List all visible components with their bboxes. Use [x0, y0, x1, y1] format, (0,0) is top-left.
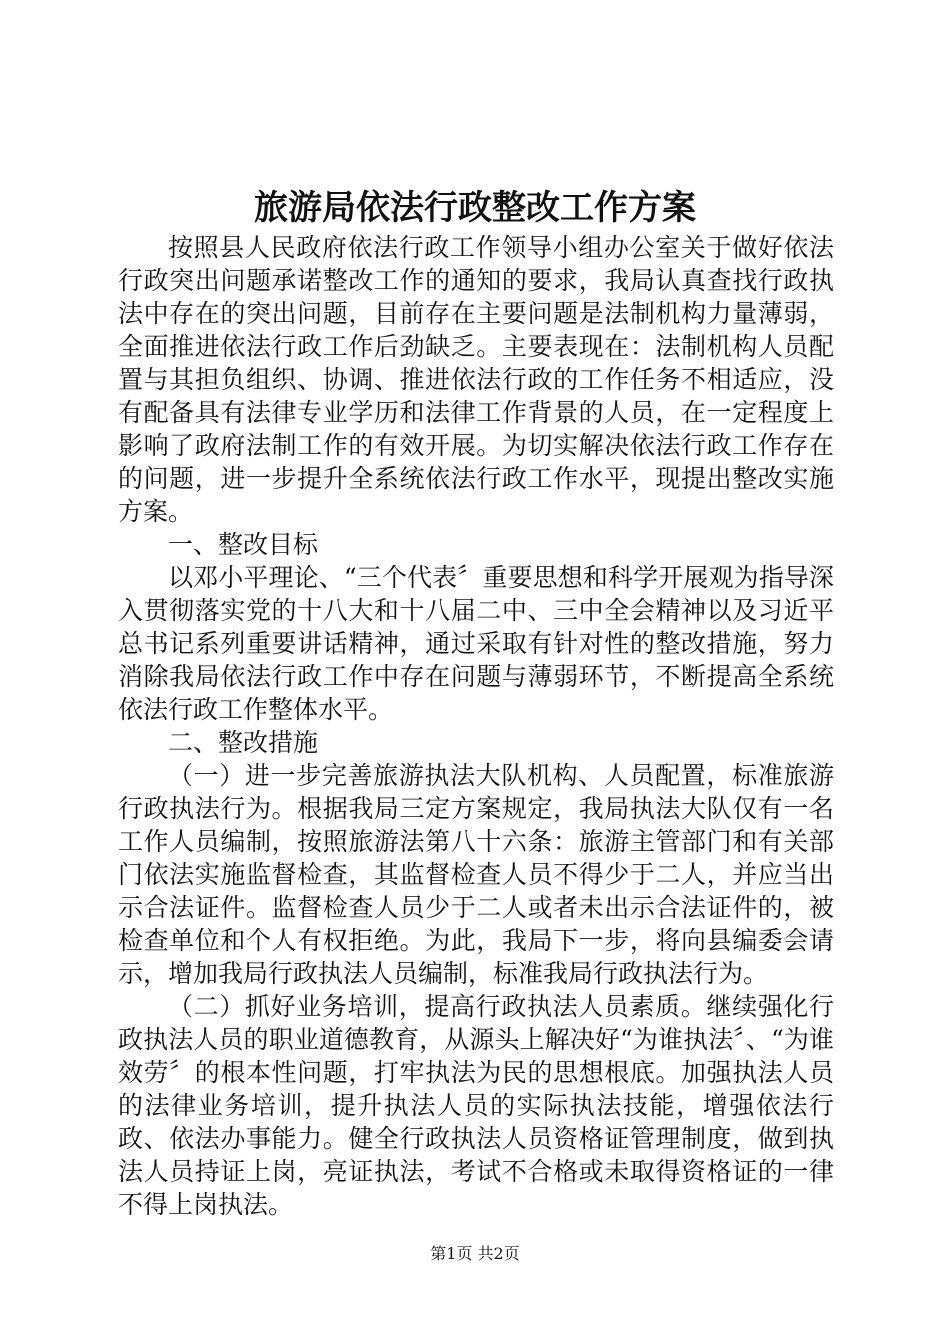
page-number-footer: 第1页 共2页: [430, 1244, 520, 1263]
intro-paragraph: 按照县人民政府依法行政工作领导小组办公室关于做好依法行政突出问题承诺整改工作的通知的要求，我局认真查找行政执法中存在的突出问题，目前存在主要问题是法制机构力量薄弱，全面推进依法行政工作后劲缺乏。主要表现在：法制机构人员配置与其担负组织、协调、推进依法行政的工作任务不相适应，没有配备具有法律专业学历和法律工作背景的人员，在一定程度上影响了政府法制工作的有效开展。为切实解决依法行政工作存在的问题，进一步提升全系统依法行政工作水平，现提出整改实施方案。: [118, 233, 834, 526]
section-heading-goals: 一、整改目标: [168, 530, 319, 559]
document-body: [118, 231, 834, 1221]
document-title: 旅游局依法行政整改工作方案: [254, 188, 696, 228]
measure-2-paragraph: （二）抓好业务培训，提高行政执法人员素质。继续强化行政执法人员的职业道德教育，从源头上解决好“为谁执法〞、“为谁效劳〞的根本性问题，打牢执法为民的思想根底。加强执法人员的法律业务培训，提升执法人员的实际执法技能，增强依法行政、依法办事能力。健全行政执法人员资格证管理制度，做到执法人员持证上岗，亮证执法，考试不合格或未取得资格证的一律不得上岗执法。: [118, 992, 834, 1219]
goals-paragraph: 以邓小平理论、“三个代表〞重要思想和科学开展观为指导深入贯彻落实党的十八大和十八届二中、三中全会精神以及习近平总书记系列重要讲话精神，通过采取有针对性的整改措施，努力消除我局依法行政工作中存在问题与薄弱环节，不断提高全系统依法行政工作整体水平。: [118, 563, 834, 724]
section-heading-measures: 二、整改措施: [168, 728, 319, 757]
measure-1-paragraph: （一）进一步完善旅游执法大队机构、人员配置，标准旅游行政执法行为。根据我局三定方案规定，我局执法大队仅有一名工作人员编制，按照旅游法第八十六条：旅游主管部门和有关部门依法实施监督检查，其监督检查人员不得少于二人，并应当出示合法证件。监督检查人员少于二人或者未出示合法证件的，被检查单位和个人有权拒绝。为此，我局下一步，将向县编委会请示，增加我局行政执法人员编制，标准我局行政执法行为。: [118, 761, 834, 988]
